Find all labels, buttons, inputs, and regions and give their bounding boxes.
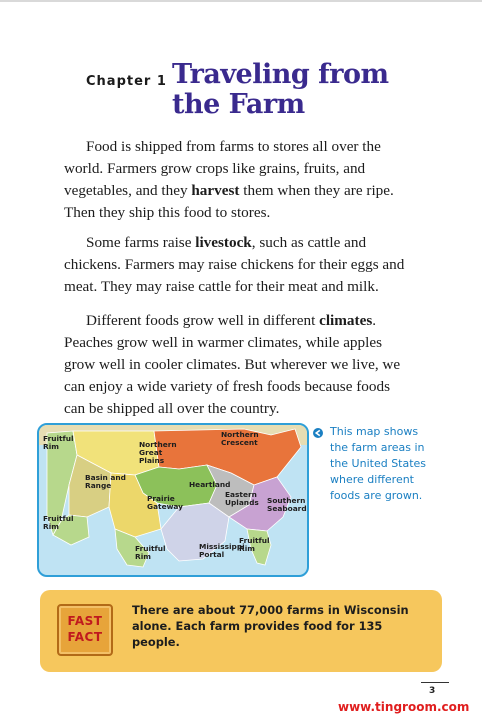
- map-region-label-line: Heartland: [189, 480, 231, 489]
- map-region-label-line: Range: [85, 481, 112, 490]
- chapter-title: Traveling from the Farm: [172, 59, 389, 120]
- map-region-label-line: Fruitful: [43, 514, 74, 523]
- map-region-label-line: Uplands: [225, 498, 259, 507]
- map-region-label-line: Fruitful: [43, 434, 74, 443]
- paragraph-text: Some farms raise: [86, 234, 196, 251]
- map-region-label-line: Crescent: [221, 438, 258, 447]
- map-caption: This map shows the farm areas in the United States where different foods are grown.: [330, 425, 427, 502]
- glossary-term: climates: [319, 312, 373, 329]
- watermark: www.tingroom.com: [338, 700, 470, 714]
- map-region-label: [225, 490, 259, 507]
- map-region-label-line: Southern: [267, 496, 306, 505]
- fast-fact-badge-line1: FAST: [67, 614, 103, 628]
- map-region-label-line: Plains: [139, 456, 165, 465]
- map-region-label-line: Great: [139, 448, 163, 457]
- arrow-left-icon: [313, 428, 323, 438]
- map-region-label-line: Rim: [135, 552, 151, 561]
- map-region-label-line: Northern: [221, 430, 259, 439]
- fast-fact-badge-line2: FACT: [67, 630, 103, 644]
- map-region-label-line: Basin and: [85, 473, 126, 482]
- map-region-label-line: Northern: [139, 440, 177, 449]
- map-region-label: [267, 496, 307, 513]
- map-region-label: [199, 542, 245, 559]
- paragraph-text: , such as cattle and chickens. Farmers may raise chickens for their eggs and meat. They may raise cattle for their meat and milk.: [64, 234, 405, 295]
- page-number: 3: [429, 686, 436, 696]
- us-farm-regions-map: [37, 423, 309, 577]
- body-paragraph-1: [64, 136, 412, 224]
- paragraph-text: Food is shipped from farms to stores all over the world. Farmers grow crops like grains, fruits, and vegetables, and they: [64, 138, 381, 199]
- glossary-term: harvest: [191, 182, 240, 199]
- glossary-term: livestock: [195, 234, 252, 251]
- map-graphic: [39, 425, 307, 575]
- body-paragraph-2: [64, 232, 412, 298]
- map-region-label-line: Rim: [43, 442, 59, 451]
- map-region-label-line: Rim: [43, 522, 59, 531]
- body-paragraph-3: [64, 310, 412, 420]
- map-region-label-line: Prairie: [147, 494, 175, 503]
- map-region-label-line: Rim: [239, 544, 255, 553]
- paragraph-text: them when they are ripe. Then they ship this food to stores.: [64, 182, 394, 221]
- map-region-label-line: Fruitful: [135, 544, 166, 553]
- map-region-label: [135, 544, 166, 561]
- fast-fact-text: There are about 77,000 farms in Wisconsin alone. Each farm provides food for 135 people.: [132, 603, 409, 649]
- paragraph-text: Different foods grow well in different: [86, 312, 320, 329]
- map-region-label-line: Gateway: [147, 502, 184, 511]
- top-rule: [0, 0, 482, 2]
- chapter-label: Chapter 1: [86, 74, 167, 89]
- map-region-label-line: Portal: [199, 550, 225, 559]
- paragraph-text: . Peaches grow well in warmer climates, while apples grow well in cooler climates. But wherever we live, we can enjoy a wide variety of fresh foods because foods can be shipped all over the country.: [64, 312, 401, 417]
- page-number-rule: [421, 682, 449, 683]
- map-region-label: [189, 480, 230, 489]
- map-region-label-line: Eastern: [225, 490, 257, 499]
- map-region-label-line: Seaboard: [267, 504, 307, 513]
- map-region-label: [221, 430, 259, 447]
- fast-fact-badge: [57, 604, 113, 656]
- map-region-label-line: Fruitful: [239, 536, 270, 545]
- map-region-label-line: Mississippi: [199, 542, 245, 551]
